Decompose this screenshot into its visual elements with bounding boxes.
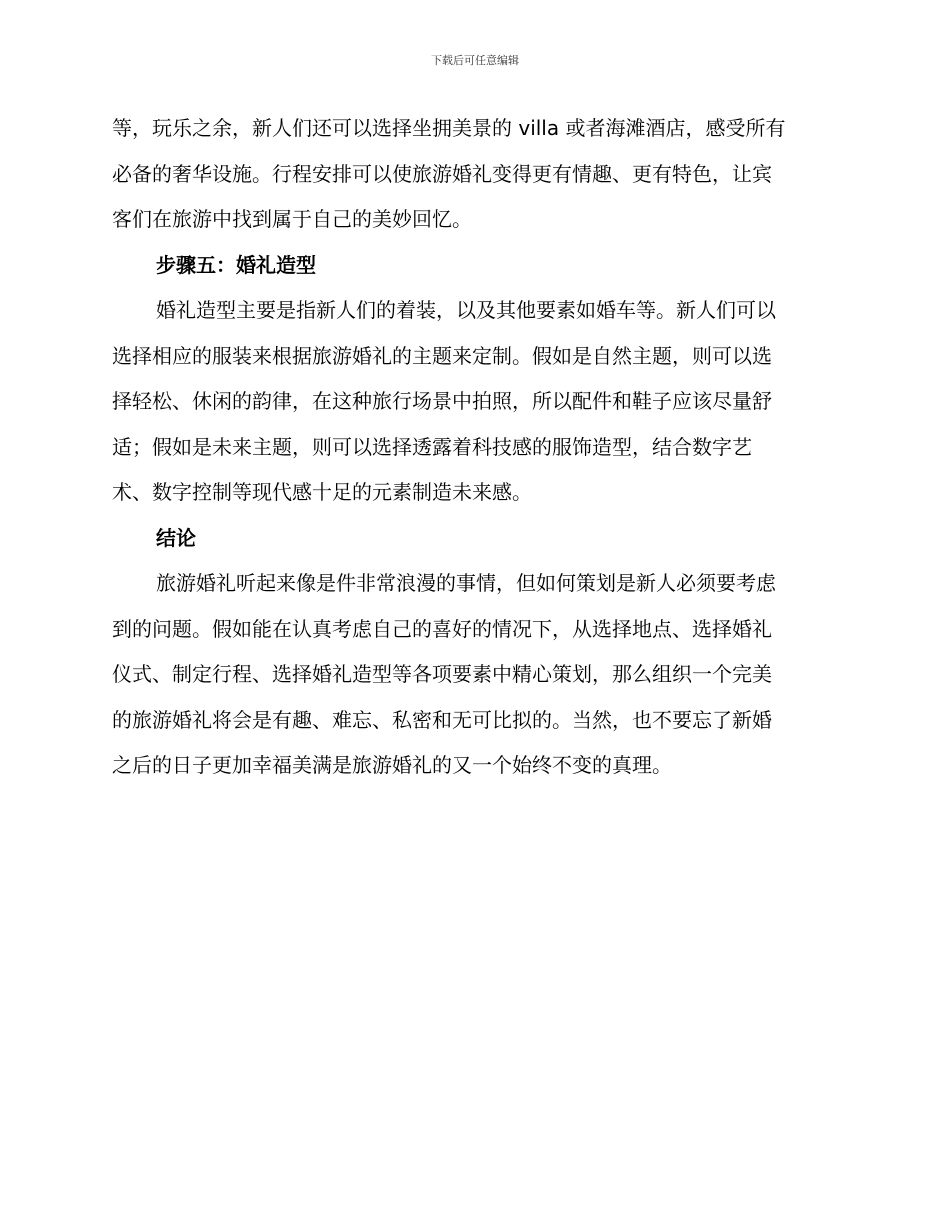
text-line: 仪式、制定行程、选择婚礼造型等各项要素中精心策划，那么组织一个完美 xyxy=(112,662,772,686)
text-line: 等，玩乐之余，新人们还可以选择坐拥美景的 villa 或者海滩酒店，感受所有 xyxy=(112,116,786,140)
page-header: 下载后可任意编辑 xyxy=(431,54,519,67)
text-line: 客们在旅游中找到属于自己的美妙回忆。 xyxy=(112,207,472,231)
text-line: 旅游婚礼听起来像是件非常浪漫的事情，但如何策划是新人必须要考虑 xyxy=(156,571,776,595)
text-line: 选择相应的服装来根据旅游婚礼的主题来定制。假如是自然主题，则可以选 xyxy=(112,343,772,368)
text-line: 的旅游婚礼将会是有趣、难忘、私密和无可比拟的。当然，也不要忘了新婚 xyxy=(112,707,772,732)
text-line: 择轻松、休闲的韵律，在这种旅行场景中拍照，所以配件和鞋子应该尽量舒 xyxy=(112,389,772,413)
paragraph-conclusion xyxy=(112,561,839,789)
paragraph-wedding-styling xyxy=(112,288,839,516)
text-line: 到的问题。假如能在认真考虑自己的喜好的情况下，从选择地点、选择婚礼 xyxy=(112,616,772,641)
text-line: 必备的奢华设施。行程安排可以使旅游婚礼变得更有情趣、更有特色，让宾 xyxy=(112,161,772,186)
text-line: 适；假如是未来主题，则可以选择透露着科技感的服饰造型，结合数字艺 xyxy=(112,434,752,459)
text-line: 婚礼造型主要是指新人们的着装，以及其他要素如婚车等。新人们可以 xyxy=(156,298,776,322)
section-heading-conclusion: 结论 xyxy=(156,525,196,550)
paragraph-continuation xyxy=(112,106,839,243)
document-body xyxy=(112,106,839,789)
text-line: 术、数字控制等现代感十足的元素制造未来感。 xyxy=(112,480,532,504)
text-line: 之后的日子更加幸福美满是旅游婚礼的又一个始终不变的真理。 xyxy=(112,753,672,777)
section-heading-step-five: 步骤五：婚礼造型 xyxy=(156,252,316,277)
